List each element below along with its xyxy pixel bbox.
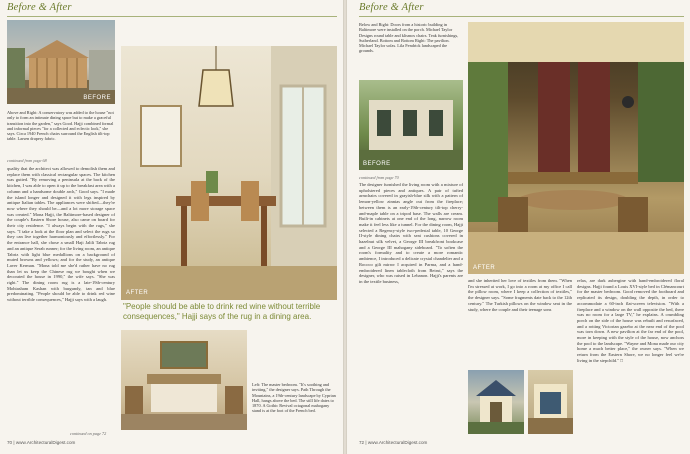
pavilion-illustration-1: [468, 370, 524, 434]
pavilion-illustration-2: [528, 370, 573, 434]
continued-on: continued on page 72: [70, 431, 107, 436]
after-label: AFTER: [126, 290, 149, 296]
caption-top: Below and Right: Doors from a historic building in Baltimore were installed on the porch. Michael Taylor Designs round table and klismos chairs. Teak furnishings, Sutherland. Bottom and Bottom Right: The pavilion. Michael Taylor sofas. Lila Fendrick landscaped the grounds.: [359, 22, 459, 54]
before-label: BEFORE: [83, 95, 111, 101]
porch-before-photo: [359, 80, 463, 170]
dining-room-illustration: [121, 46, 337, 300]
body-text-column: quality that the architect was allowed to demolish them and replace them with classical rectangular spaces. The kitchen was gutted. "By removing a peninsula at the back of the kitchen, I was able to open it up to the breakfast area with a column and a handsome double arch," Good says. "I made the island longer and designed it with legs inspired by antique Italian tables. The appliances were shifted—they're now where they should be—and a lot more storage space was created." Mona Hajji, the Baltimore-based designer of the couple's Eastern Shore house, also came on board for their city residence. "I always begin with the rugs," she says. "I take a look at the floor plan and select the rugs so they can live together harmoniously and effortlessly." For the entrance hall, she chose a small Haji Jalili Tabriz rug and an antique Serab runner; for the living room, an antique Tabriz with light blue medallions on a background of muted browns and yellows; and for the study, an antique Laver Kerman. "Mona told me she'd rather have no rug than let us keep the Chinese rug we bought when we decorated the house in 1990," the wife says. "She was right." The dining room rug is a late-19th-century Mohtasham Kashan with burgundy, tan and blue predominating. "People should be able to drink red wine without terrible consequences," Hajji says with a laugh.: [7, 166, 115, 303]
porch-after-illustration: [468, 22, 684, 274]
pull-quote: "People should be able to drink red wine without terrible consequences," Hajji says of the rug in a dining area.: [123, 302, 321, 321]
page-footer: 72 | www.ArchitecturalDigest.com: [359, 440, 428, 445]
porch-before-illustration: [359, 80, 463, 170]
pavilion-photo-1: [468, 370, 524, 434]
body-column-3: relax, are dark aubergine with hand-embroidered floral designs. Hajji found a Louis XVI-style bed in Clémancourt for the master bedroom. Good removed the footboard and replicated its design, doubling the depth, in order to accommodate a 60-inch flat-screen television. "With a fireplace and a window on the wall opposite the bed, there was no room for a large TV," he explains. A crumbling porch on the side of the house was rebuilt and resurfaced, and a rotting Victorian gazebo at the near end of the pool was torn down. A new pavilion at the far end of the pool, more in keeping with the style of the house, now anchors the pool to the landscape. "Wayne and Mona made our city home a much better place," the owner says. "When we return from the Eastern Shore, we no longer feel we're living in the stepchild." □: [577, 278, 684, 363]
before-label: BEFORE: [363, 161, 391, 167]
bedroom-illustration: [121, 330, 247, 430]
section-title: Before & After: [7, 2, 72, 13]
body-column-2: and she inherited her love of textiles from them. "When I'm stressed at work, I go into a room at my office I call the pillow room, where I keep a collection of textiles," the designer says. "Some fragments date back to the 12th century." The Turkish pillows on the window seat in the study, where the couple and their teenage sons: [468, 278, 572, 312]
after-label: AFTER: [473, 265, 496, 271]
dining-room-photo: [121, 46, 337, 300]
header-rule: [359, 16, 684, 17]
body-column-1: The designer furnished the living room with a mixture of upholstered pieces and antiques. A pair of tufted armchairs covered in grayish-blue silk with a pattern of lemon-yellow zinnias angle out from the fireplace; between them is an early-19th-century tilt-top cherry-and-maple table on a tripod base. The walls are cream. Built-in cabinets at one end of the long, narrow room make it feel less like a tunnel. For the dining room, Hajji selected a Regency-style two-pedestal table, 10 George II-style dining chairs with seat cushions covered in hazelnut silk velvet, a George III breakfront bookcase and a George III mahogany sideboard. "To soften the room's formality and to create a more romantic ambience, I introduced a delicate crystal chandelier and a Rococo gilt mirror I acquired in Parma, and a hand-embroidered linen tablecloth from Beirut," says the designer, who was raised in Lebanon. Hajji's parents are in the textile business,: [359, 182, 463, 284]
header-rule: [7, 16, 337, 17]
page-footer: 70 | www.ArchitecturalDigest.com: [7, 440, 76, 445]
construction-illustration: [7, 20, 115, 104]
porch-after-photo: [468, 22, 684, 274]
continued-from: continued from page 68: [7, 158, 47, 163]
bedroom-photo: [121, 330, 247, 430]
before-construction-photo: [7, 20, 115, 104]
pavilion-photo-2: [528, 370, 573, 434]
caption-top: Above and Right: A conservatory was added to the house "not only to form an intimate dining space but to make a graceful transition into the garden," says Good. Hajji combined formal and informal pieces "for a collected and eclectic look," she says. Circa 1940 French chairs surround the English tilt-top table. Larsen drapery fabric.: [7, 110, 114, 142]
right-page: [347, 0, 690, 454]
continued-from: continued from page 70: [359, 175, 399, 180]
left-page: [0, 0, 343, 454]
caption-bottom: Left: The master bedroom. "It's soothing and inviting," the designer says. Path Through the Mountains, a 19th-century landscape by Cyprian Hall, hangs above the bed. The still life dates to 1870. A Gothic Revival octagonal mahogany stand is at the foot of the French bed.: [252, 382, 336, 414]
section-title: Before & After: [359, 2, 424, 13]
